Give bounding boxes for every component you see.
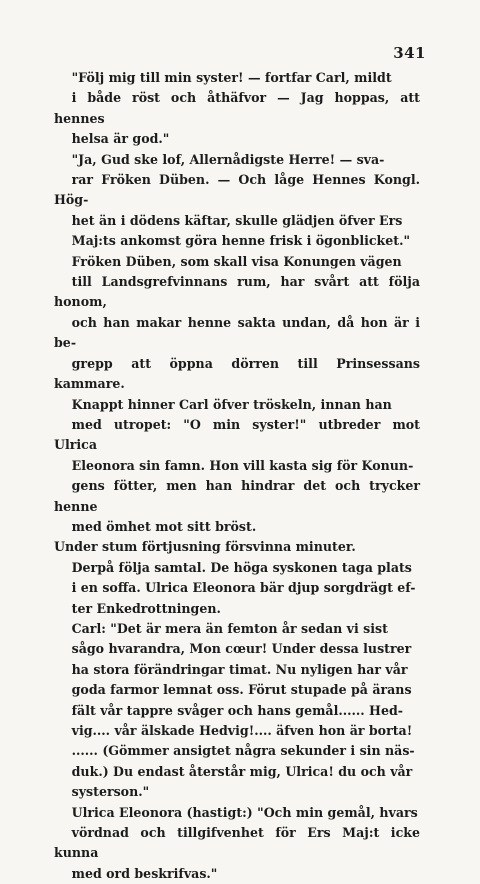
text-line: ha stora förändringar timat. Nu nyligen har vår [71, 661, 408, 677]
text-line: ter Enkedrottningen. [71, 600, 221, 616]
paragraph [54, 537, 420, 557]
text-line: fält vår tappre svåger och hans gemål...... Hed- [71, 702, 403, 718]
text-line: goda farmor lemnat oss. Förut stupade på ärans [71, 682, 412, 698]
text-line: systerson." [71, 784, 150, 800]
text-line: med ömhet mot sitt bröst. [71, 518, 257, 534]
text-line: sågo hvarandra, Mon cœur! Under dessa lustrer [71, 641, 412, 657]
paragraph [54, 803, 420, 884]
text-line: med utropet: "O min syster!" utbreder mot Ulrica [54, 416, 420, 453]
text-line: Derpå följa samtal. De höga syskonen taga plats [71, 559, 412, 575]
paragraph [54, 252, 420, 395]
text-line: vig.... vår älskade Hedvig!.... äfven hon är borta! [71, 723, 413, 738]
paragraph [54, 558, 420, 619]
text-line: i både röst och åthäfvor — Jag hoppas, att hennes [54, 90, 420, 126]
paragraph [54, 150, 420, 252]
paragraph [54, 68, 420, 150]
text-line: grepp att öppna dörren till Prinsessans kammare. [54, 355, 420, 392]
text-line: med ord beskrifvas." [71, 865, 218, 881]
text-line: och han makar henne sakta undan, då hon är i be- [54, 314, 420, 351]
text-line: Ulrica Eleonora (hastigt:) "Och min gemål, hvars [71, 804, 418, 820]
text-line: ...... (Gömmer ansigtet några sekunder i sin näs- [71, 743, 415, 759]
text-line: till Landsgrefvinnans rum, har svårt att följa honom, [54, 274, 420, 310]
text-line: Under stum förtjusning försvinna minuter. [54, 539, 356, 555]
page-number: 341 [393, 44, 426, 62]
text-line: "Ja, Gud ske lof, Allernådigste Herre! — sva- [71, 151, 385, 167]
body-text [54, 68, 420, 884]
text-line: Carl: "Det är mera än femton år sedan vi sist [71, 620, 388, 636]
text-line: Fröken Düben, som skall visa Konungen vägen [71, 253, 402, 269]
paragraph [54, 619, 420, 803]
text-line: i en soffa. Ulrica Eleonora bär djup sorgdrägt ef- [71, 580, 416, 596]
text-line: Knappt hinner Carl öfver tröskeln, innan han [71, 396, 392, 412]
text-line: het än i dödens käftar, skulle glädjen öfver Ers [71, 212, 403, 228]
text-line: helsa är god." [71, 131, 170, 147]
text-line: Eleonora sin famn. Hon vill kasta sig för Konun- [71, 457, 414, 473]
text-line: rar Fröken Düben. — Och låge Hennes Kongl. Hög- [54, 172, 420, 208]
text-line: vördnad och tillgifvenhet för Ers Maj:t icke kunna [54, 825, 420, 861]
text-line: gens fötter, men han hindrar det och trycker henne [54, 478, 420, 514]
text-line: Maj:ts ankomst göra henne frisk i ögonblicket." [71, 233, 411, 249]
paragraph [54, 395, 420, 538]
text-line: duk.) Du endast återstår mig, Ulrica! du och vår [71, 763, 413, 779]
text-line: "Följ mig till min syster! — fortfar Carl, mildt [71, 70, 392, 85]
